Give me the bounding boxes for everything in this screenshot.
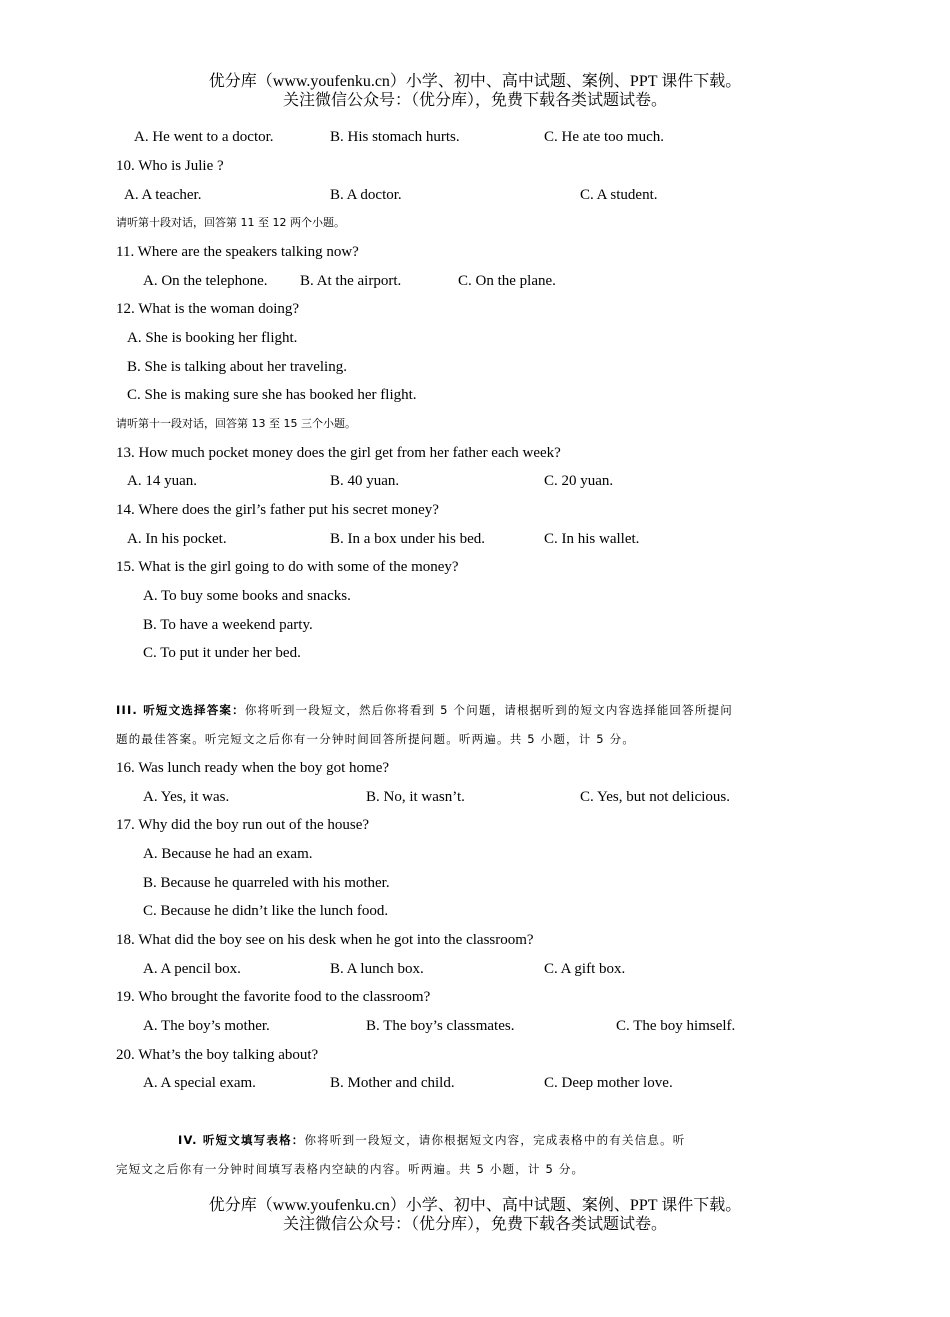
q17-question: 17. Why did the boy run out of the house? — [116, 817, 370, 833]
q14-option-c: C. In his wallet. — [544, 531, 640, 547]
q12-option-b: B. She is talking about her traveling. — [127, 359, 347, 375]
q9-option-a: A. He went to a doctor. — [134, 129, 274, 145]
section-3-title: III. 听短文选择答案： — [116, 703, 245, 717]
section-4-title: IV. 听短文填写表格： — [178, 1133, 305, 1147]
section-4-heading — [178, 1131, 685, 1149]
footer-line-2: 关注微信公众号：（优分库），免费下载各类试题试卷。 — [282, 1216, 667, 1233]
header-line-2: 关注微信公众号：（优分库），免费下载各类试题试卷。 — [282, 92, 667, 109]
q11-option-b: B. At the airport. — [300, 273, 402, 289]
q11-question: 11. Where are the speakers talking now? — [116, 244, 359, 260]
section-3-text-1: 你将听到一段短文，然后你将看到 5 个问题，请根据听到的短文内容选择能回答所提问 — [244, 703, 733, 717]
q20-question: 20. What’s the boy talking about? — [116, 1047, 319, 1063]
q15-option-c: C. To put it under her bed. — [143, 645, 301, 661]
q17-option-a: A. Because he had an exam. — [143, 846, 313, 862]
q12-option-c: C. She is making sure she has booked her flight. — [127, 387, 417, 403]
q19-option-c: C. The boy himself. — [616, 1018, 736, 1034]
header-line-1: 优分库（www.youfenku.cn）小学、初中、高中试题、案例、PPT 课件下载。 — [208, 73, 742, 90]
q18-question: 18. What did the boy see on his desk when he got into the classroom? — [116, 932, 534, 948]
q13-option-c: C. 20 yuan. — [544, 473, 614, 489]
instruction-dialogue-11: 请听第十一段对话，回答第 13 至 15 三个小题。 — [116, 417, 356, 430]
q16-question: 16. Was lunch ready when the boy got home? — [116, 760, 390, 776]
q11-option-a: A. On the telephone. — [143, 273, 268, 289]
q18-option-c: C. A gift box. — [544, 961, 626, 977]
q13-option-a: A. 14 yuan. — [127, 473, 197, 489]
q19-option-b: B. The boy’s classmates. — [366, 1018, 515, 1034]
q16-option-c: C. Yes, but not delicious. — [580, 789, 731, 805]
q17-option-c: C. Because he didn’t like the lunch food. — [143, 903, 389, 919]
q19-option-a: A. The boy’s mother. — [143, 1018, 270, 1034]
q20-option-a: A. A special exam. — [143, 1075, 256, 1091]
q13-question: 13. How much pocket money does the girl get from her father each week? — [116, 445, 561, 461]
q18-option-b: B. A lunch box. — [330, 961, 424, 977]
footer-line-1: 优分库（www.youfenku.cn）小学、初中、高中试题、案例、PPT 课件下载。 — [208, 1197, 742, 1214]
q13-option-b: B. 40 yuan. — [330, 473, 400, 489]
q14-option-a: A. In his pocket. — [127, 531, 227, 547]
section-3-text-2: 题的最佳答案。听完短文之后你有一分钟时间回答所提问题。听两遍。共 5 小题，计 5 分。 — [116, 732, 636, 746]
q20-option-b: B. Mother and child. — [330, 1075, 455, 1091]
q9-option-c: C. He ate too much. — [544, 129, 664, 145]
q9-option-b: B. His stomach hurts. — [330, 129, 460, 145]
q18-option-a: A. A pencil box. — [143, 961, 241, 977]
section-4-text-1: 你将听到一段短文，请你根据短文内容，完成表格中的有关信息。听 — [304, 1133, 686, 1147]
q12-option-a: A. She is booking her flight. — [127, 330, 298, 346]
q11-option-c: C. On the plane. — [458, 273, 556, 289]
q15-option-a: A. To buy some books and snacks. — [143, 588, 351, 604]
q15-question: 15. What is the girl going to do with some of the money? — [116, 559, 459, 575]
q14-question: 14. Where does the girl’s father put his secret money? — [116, 502, 439, 518]
q15-option-b: B. To have a weekend party. — [143, 617, 313, 633]
q10-option-c: C. A student. — [580, 187, 658, 203]
q10-option-a: A. A teacher. — [124, 187, 202, 203]
q16-option-a: A. Yes, it was. — [143, 789, 230, 805]
q10-question: 10. Who is Julie ? — [116, 158, 224, 174]
q10-option-b: B. A doctor. — [330, 187, 402, 203]
q16-option-b: B. No, it wasn’t. — [366, 789, 465, 805]
q19-question: 19. Who brought the favorite food to the classroom? — [116, 989, 431, 1005]
instruction-dialogue-10: 请听第十段对话，回答第 11 至 12 两个小题。 — [116, 216, 345, 229]
q12-question: 12. What is the woman doing? — [116, 301, 300, 317]
q17-option-b: B. Because he quarreled with his mother. — [143, 875, 390, 891]
q14-option-b: B. In a box under his bed. — [330, 531, 485, 547]
section-4-text-2: 完短文之后你有一分钟时间填写表格内空缺的内容。听两遍。共 5 小题，计 5 分。 — [116, 1162, 585, 1176]
q20-option-c: C. Deep mother love. — [544, 1075, 673, 1091]
section-3-heading — [116, 701, 733, 719]
